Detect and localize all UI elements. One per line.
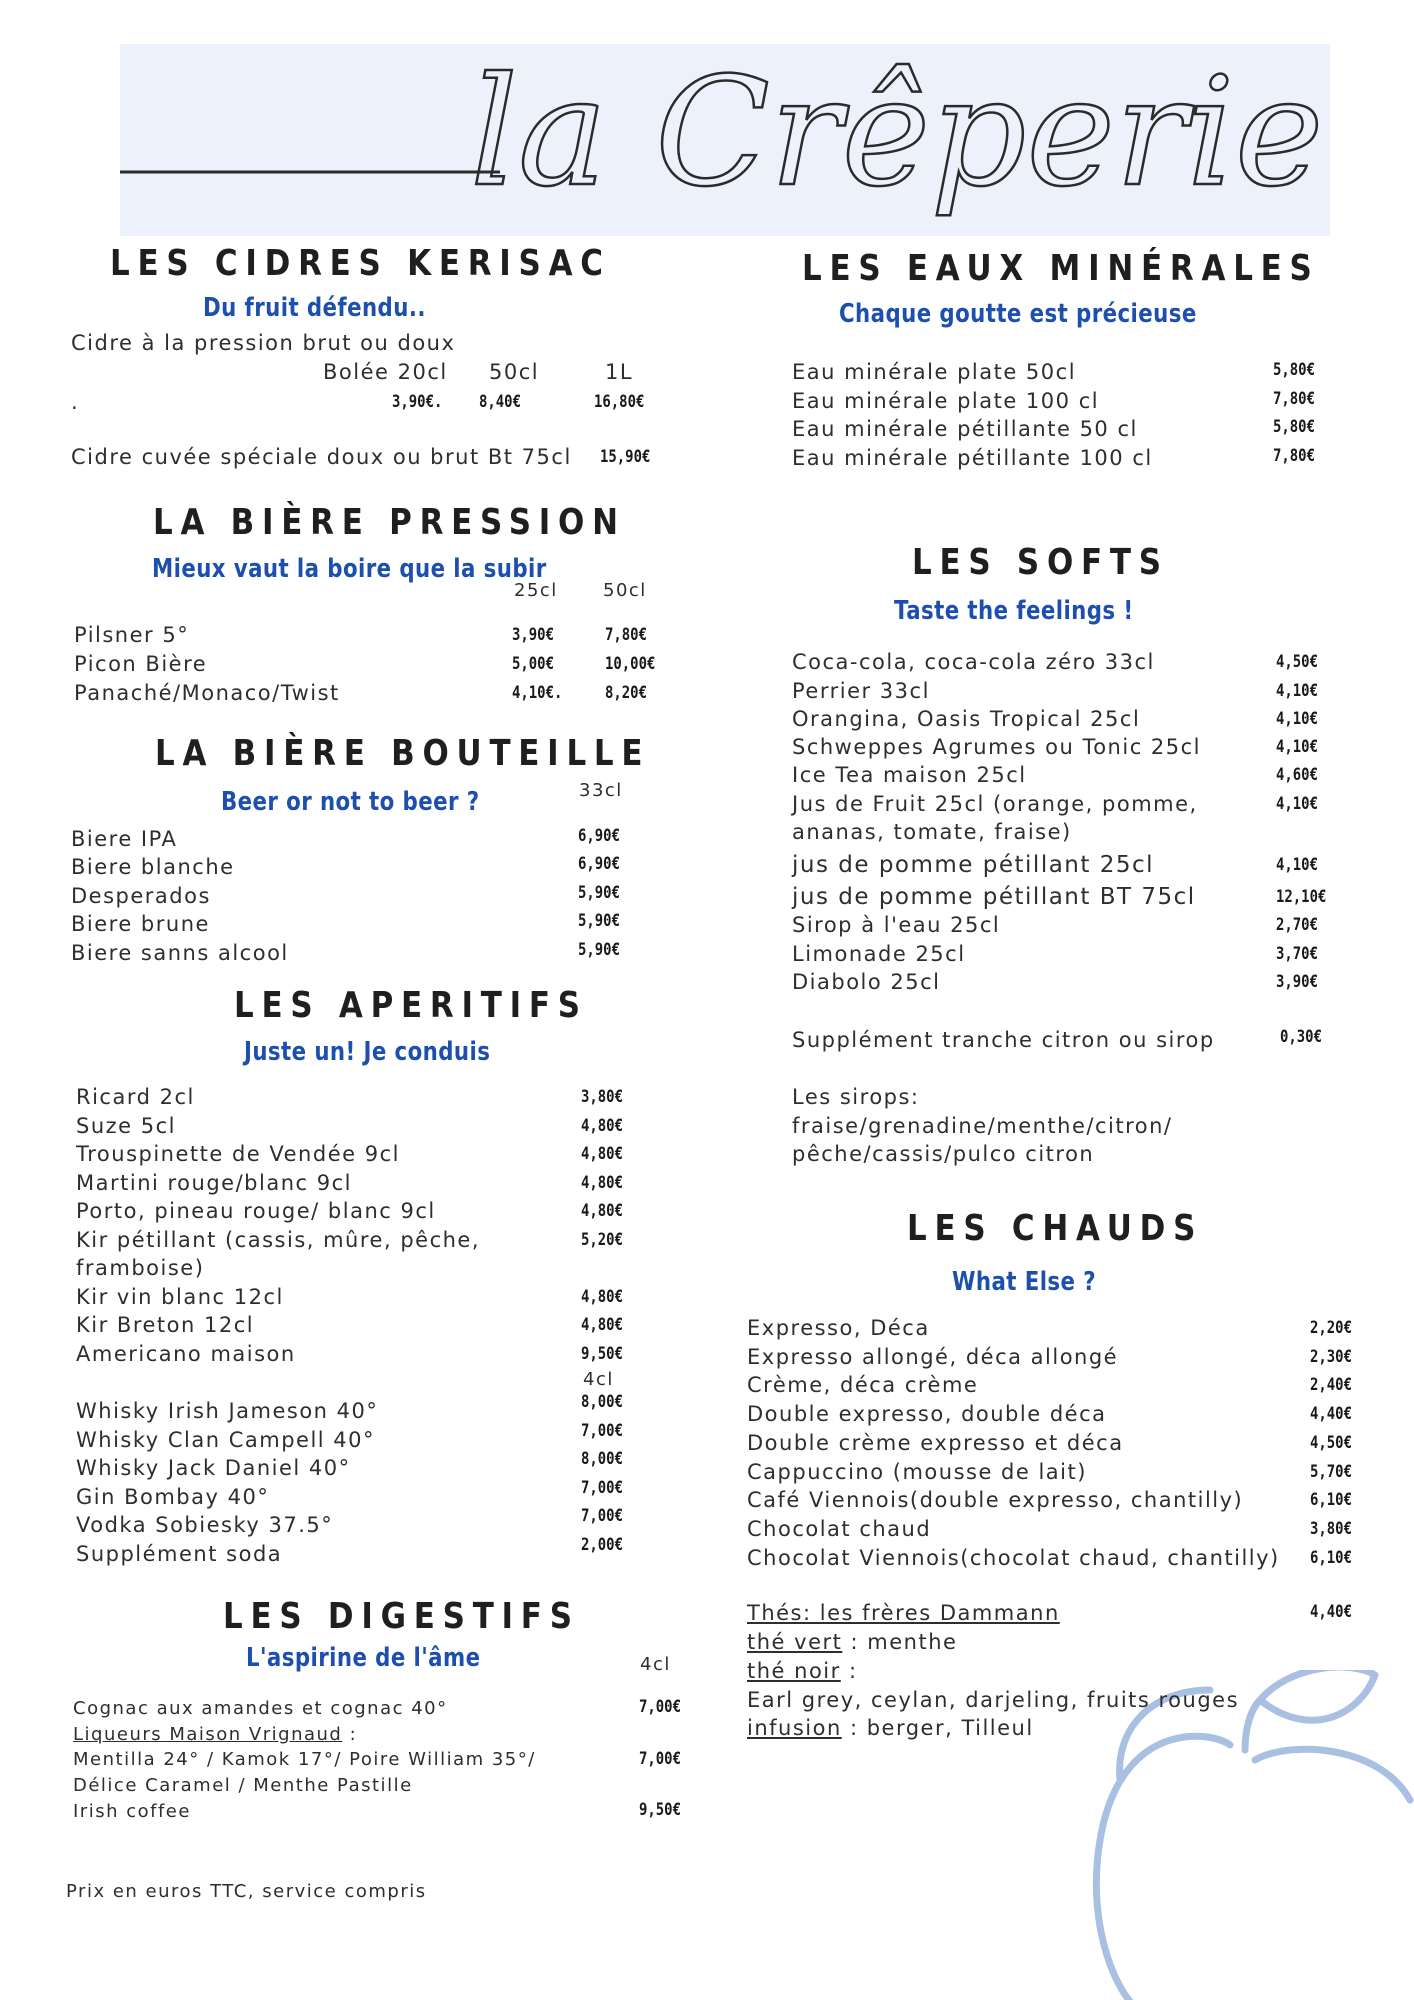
eaux-item-name: Eau minérale plate 50cl [792,360,1077,384]
logo-banner [120,44,1330,236]
aperitifs-item-name: Kir Breton 12cl [76,1313,255,1337]
biere-pression-item-price: 7,80€ [605,625,647,645]
digestifs-col: 4cl [640,1654,671,1675]
eaux-item-price: 7,80€ [1273,388,1315,409]
chauds-the-noir [747,1659,858,1683]
softs-tagline: Taste the feelings ! [894,596,1134,626]
chauds-item-name: Double expresso, double déca [747,1402,1107,1427]
biere-bouteille-tagline: Beer or not to beer ? [221,787,480,817]
cidres-price-bolee: 3,90€. [392,392,443,412]
biere-pression-tagline: Mieux vaut la boire que la subir [152,554,547,584]
chauds-thes [747,1601,1060,1625]
digestifs-liqueurs-line2: Délice Caramel / Menthe Pastille [73,1775,413,1796]
softs-item-price: 12,10€ [1276,887,1327,907]
biere-bouteille-item-price: 6,90€ [578,826,620,846]
whisky-item-price: 7,00€ [581,1506,623,1526]
chauds-earl: Earl grey, ceylan, darjeling, fruits rouges [747,1688,1240,1712]
softs-item-name: Ice Tea maison 25cl [792,763,1027,787]
softs-item-name: Perrier 33cl [792,679,930,703]
chauds-item-name: Cappuccino (mousse de lait) [747,1459,1087,1484]
biere-pression-title: LA BIÈRE PRESSION [153,502,626,543]
digestifs-title: LES DIGESTIFS [223,1596,580,1637]
digestifs-irish: Irish coffee [73,1801,191,1822]
biere-pression-item-name: Pilsner 5° [74,623,190,647]
biere-pression-item-price: 5,00€ [512,654,554,674]
softs-item-name: Schweppes Agrumes ou Tonic 25cl [792,735,1202,759]
biere-pression-item-price: 8,20€ [605,683,647,703]
softs-title: LES SOFTS [912,542,1169,583]
aperitifs-col-4cl: 4cl [583,1369,614,1390]
softs-item-name: Coca-cola, coca-cola zéro 33cl [792,650,1155,674]
eaux-item-price: 5,80€ [1273,360,1315,380]
chauds-item-name: Crème, déca crème [747,1373,979,1398]
aperitifs-item-price: 5,20€ [581,1230,623,1250]
infusion-rest: : berger, Tilleul [841,1716,1034,1740]
chauds-item-price: 5,70€ [1310,1461,1352,1482]
whisky-item-price: 8,00€ [581,1392,623,1412]
digestifs-liqueurs [73,1724,357,1746]
chauds-item-name: Expresso, Déca [747,1316,930,1340]
aperitifs-item-price: 4,80€ [581,1287,623,1307]
softs-sirops-2: fraise/grenadine/menthe/citron/ [792,1114,1173,1138]
biere-pression-item-price: 3,90€ [512,625,554,645]
aperitifs-item-name: framboise) [76,1256,205,1280]
softs-item-price: 4,60€ [1276,765,1318,785]
chauds-item-name: Café Viennois(double expresso, chantilly) [747,1488,1244,1513]
softs-item-price: 3,70€ [1276,944,1318,964]
softs-supplement: Supplément tranche citron ou sirop [792,1028,1215,1052]
whisky-item-price: 7,00€ [581,1478,623,1498]
biere-pression-item-name: Picon Bière [74,652,208,676]
aperitifs-item-price: 4,80€ [581,1173,623,1193]
chauds-item-price: 6,10€ [1310,1547,1352,1568]
softs-item-price: 4,10€ [1276,737,1318,757]
digestifs-cognac: Cognac aux amandes et cognac 40° [73,1698,448,1719]
cidres-price-50: 8,40€ [479,392,521,412]
cidres-dot: . [71,390,80,414]
eaux-item-name: Eau minérale pétillante 50 cl [792,417,1138,441]
whisky-item-name: Whisky Irish Jameson 40° [76,1399,379,1423]
whisky-item-name: Gin Bombay 40° [76,1485,270,1509]
softs-item-name: Orangina, Oasis Tropical 25cl [792,707,1141,731]
cidres-price-1l: 16,80€ [594,392,645,412]
aperitifs-item-price: 4,80€ [581,1201,623,1221]
biere-bouteille-item-name: Biere brune [71,912,210,936]
chauds-item-price: 3,80€ [1310,1518,1352,1539]
biere-pression-item-price: 10,00€ [605,654,656,674]
aperitifs-item-name: Americano maison [76,1342,296,1366]
liqueurs-colon: : [342,1724,358,1745]
aperitifs-item-name: Suze 5cl [76,1114,176,1138]
biere-bouteille-item-name: Desperados [71,884,211,908]
cidres-special-price: 15,90€ [600,447,651,467]
biere-bouteille-item-price: 5,90€ [578,883,620,903]
aperitifs-item-name: Ricard 2cl [76,1085,195,1109]
softs-item-name: Sirop à l'eau 25cl [792,913,1001,937]
cidres-col-1l: 1L [605,360,634,384]
biere-pression-col-25: 25cl [514,580,558,601]
whisky-item-name: Whisky Jack Daniel 40° [76,1456,351,1480]
digestifs-cognac-price: 7,00€ [639,1697,681,1717]
logo-script [120,44,1330,236]
aperitifs-item-price: 3,80€ [581,1087,623,1107]
whisky-item-price: 8,00€ [581,1449,623,1469]
digestifs-irish-price: 9,50€ [639,1800,681,1820]
softs-item-price: 4,10€ [1276,794,1318,814]
whisky-item-name: Vodka Sobiesky 37.5° [76,1513,334,1537]
aperitifs-title: LES APERITIFS [234,985,588,1026]
aperitifs-item-price: 4,80€ [581,1116,623,1136]
softs-item-name: jus de pomme pétillant BT 75cl [792,884,1196,910]
chauds-item-name: Chocolat Viennois(chocolat chaud, chantilly) [747,1545,1280,1570]
aperitifs-item-name: Kir pétillant (cassis, mûre, pêche, [76,1228,481,1252]
the-noir-rest: : [840,1659,858,1683]
aperitifs-item-name: Trouspinette de Vendée 9cl [76,1142,400,1166]
digestifs-liqueurs-price: 7,00€ [639,1749,681,1769]
eaux-title: LES EAUX MINÉRALES [802,248,1320,289]
eaux-tagline: Chaque goutte est précieuse [839,299,1197,329]
aperitifs-item-price: 9,50€ [581,1344,623,1364]
biere-pression-col-50: 50cl [603,580,647,601]
chauds-item-price: 2,30€ [1310,1346,1352,1367]
eaux-item-price: 5,80€ [1273,417,1315,437]
footer-note: Prix en euros TTC, service compris [66,1881,427,1902]
aperitifs-item-price: 4,80€ [581,1315,623,1335]
chauds-item-name: Expresso allongé, déca allongé [747,1344,1119,1369]
cidres-col-bolee: Bolée 20cl [323,360,448,384]
cidres-pression-label: Cidre à la pression brut ou doux [71,331,456,355]
digestifs-liqueurs-line1: Mentilla 24° / Kamok 17°/ Poire William 35°/ [73,1749,536,1770]
biere-bouteille-col: 33cl [579,780,623,801]
whisky-item-name: Supplément soda [76,1542,283,1566]
softs-item-price: 4,10€ [1276,855,1318,875]
chauds-item-price: 4,50€ [1310,1432,1352,1453]
biere-pression-item-name: Panaché/Monaco/Twist [74,681,340,705]
biere-bouteille-item-name: Biere blanche [71,855,235,879]
thes-label: Thés: les frères Dammann [747,1601,1060,1625]
chauds-infusion [747,1716,1034,1740]
biere-bouteille-title: LA BIÈRE BOUTEILLE [155,733,651,774]
softs-item-price: 4,50€ [1276,652,1318,672]
softs-item-name: Limonade 25cl [792,942,966,966]
whisky-item-price: 2,00€ [581,1535,623,1555]
aperitifs-item-name: Martini rouge/blanc 9cl [76,1171,352,1195]
softs-item-name: Diabolo 25cl [792,970,941,994]
whisky-item-price: 7,00€ [581,1421,623,1441]
softs-item-name: ananas, tomate, fraise) [792,820,1072,844]
the-noir-label: thé noir [747,1659,841,1683]
digestifs-tagline: L'aspirine de l'âme [246,1643,481,1673]
apple-icon [1080,1670,1414,2000]
eaux-item-price: 7,80€ [1273,445,1315,466]
aperitifs-item-name: Porto, pineau rouge/ blanc 9cl [76,1199,436,1223]
aperitifs-tagline: Juste un! Je conduis [244,1037,491,1067]
chauds-item-price: 4,40€ [1310,1404,1352,1425]
cidres-title: LES CIDRES KERISAC [110,243,611,284]
softs-item-price: 4,10€ [1276,709,1318,729]
chauds-tagline: What Else ? [952,1267,1097,1297]
whisky-item-name: Whisky Clan Campell 40° [76,1428,376,1452]
softs-item-name: Jus de Fruit 25cl (orange, pomme, [792,792,1198,816]
chauds-title: LES CHAUDS [907,1208,1204,1249]
biere-pression-item-price: 4,10€. [512,683,563,703]
softs-sirops-3: pêche/cassis/pulco citron [792,1142,1095,1166]
cidres-col-50: 50cl [489,360,540,384]
chauds-item-name: Double crème expresso et déca [747,1430,1124,1455]
logo-text: la Crêperie [470,46,1324,220]
the-vert-label: thé vert [747,1630,843,1654]
aperitifs-item-name: Kir vin blanc 12cl [76,1285,284,1309]
biere-bouteille-item-price: 5,90€ [578,940,620,960]
softs-item-price: 2,70€ [1276,915,1318,935]
softs-sirops-1: Les sirops: [792,1085,920,1109]
eaux-item-name: Eau minérale pétillante 100 cl [792,445,1153,470]
biere-bouteille-item-price: 5,90€ [578,911,620,931]
biere-bouteille-item-price: 6,90€ [578,854,620,874]
cidres-tagline: Du fruit défendu.. [203,293,426,323]
chauds-item-name: Chocolat chaud [747,1516,932,1541]
eaux-item-name: Eau minérale plate 100 cl [792,388,1100,413]
biere-bouteille-item-name: Biere sanns alcool [71,941,289,965]
aperitifs-item-price: 4,80€ [581,1144,623,1164]
cidres-special-label: Cidre cuvée spéciale doux ou brut Bt 75cl [71,445,572,469]
softs-item-price: 3,90€ [1276,972,1318,992]
chauds-item-price: 6,10€ [1310,1490,1352,1511]
chauds-item-price: 2,40€ [1310,1375,1352,1396]
softs-supplement-price: 0,30€ [1280,1027,1322,1047]
chauds-the-vert [747,1630,957,1654]
softs-item-name: jus de pomme pétillant 25cl [792,852,1155,878]
liqueurs-label: Liqueurs Maison Vrignaud [73,1724,343,1745]
infusion-label: infusion [747,1716,842,1740]
the-vert-rest: : menthe [842,1630,958,1654]
chauds-thes-price: 4,40€ [1310,1602,1352,1622]
chauds-item-price: 2,20€ [1310,1318,1352,1338]
biere-bouteille-item-name: Biere IPA [71,827,178,851]
softs-item-price: 4,10€ [1276,681,1318,701]
